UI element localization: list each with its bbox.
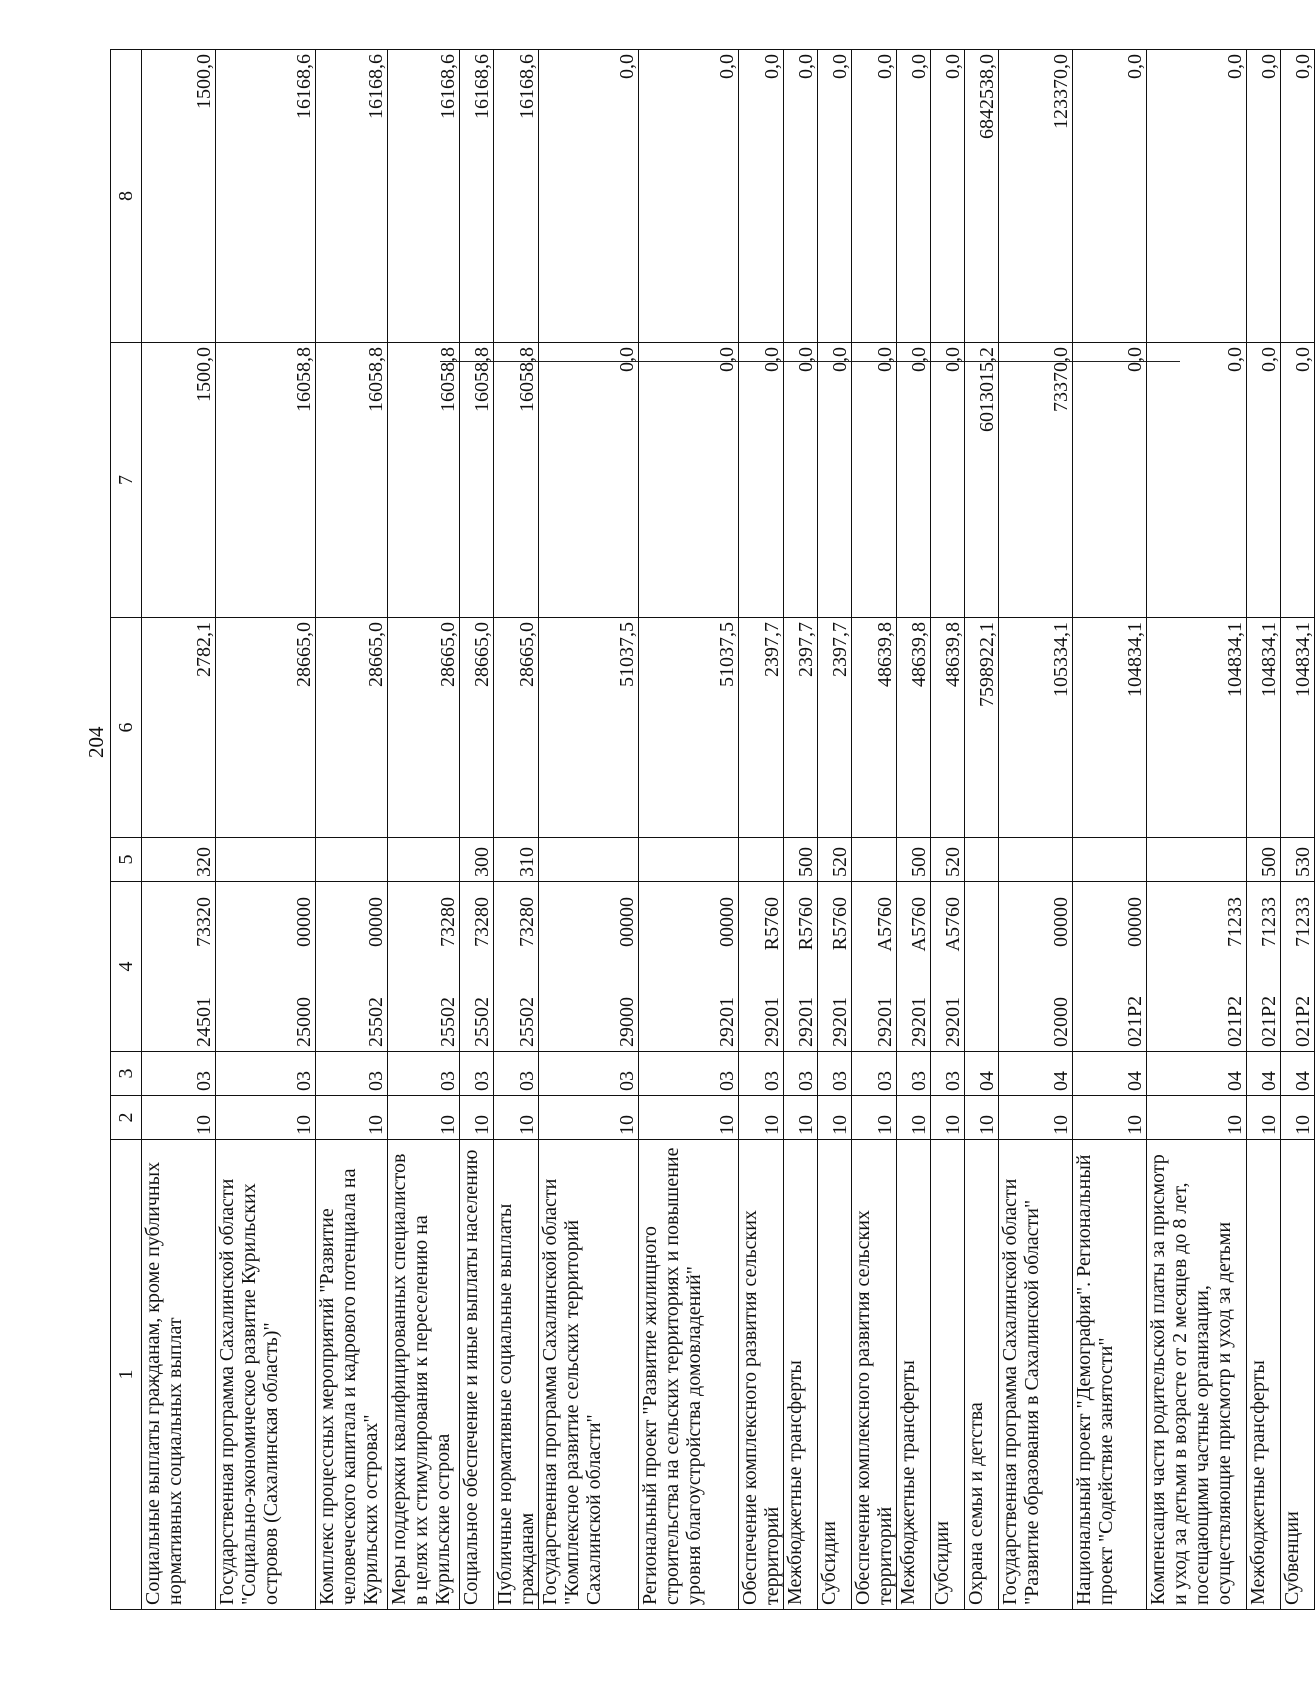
- table-row: [965, 50, 999, 1610]
- amount-col-7: 16058,8: [216, 343, 316, 618]
- expense-type-code: 520: [931, 838, 965, 882]
- direction-code: 00000: [1124, 897, 1146, 947]
- subsection-code: 04: [965, 1052, 999, 1096]
- col-header: 3: [111, 1052, 142, 1096]
- row-description: Субвенции: [1281, 1140, 1315, 1610]
- direction-code: 00000: [1050, 897, 1072, 947]
- col-header: 6: [111, 618, 142, 838]
- program-code: 021P2: [1124, 995, 1146, 1047]
- table-row: [1073, 50, 1147, 1610]
- subsection-code: 03: [784, 1052, 818, 1096]
- amount-col-7: 6013015,2: [965, 343, 999, 618]
- table-row: [852, 50, 897, 1610]
- amount-col-8: 0,0: [784, 50, 818, 343]
- expense-type-code: [1073, 838, 1147, 882]
- section-code: 10: [1247, 1096, 1281, 1140]
- row-description: Субсидии: [818, 1140, 852, 1610]
- amount-col-8: 0,0: [1247, 50, 1281, 343]
- subsection-code: 03: [818, 1052, 852, 1096]
- amount-col-7: 0,0: [539, 343, 639, 618]
- section-code: 10: [999, 1096, 1073, 1140]
- row-description: Обеспечение комплексного развития сельских территорий: [852, 1140, 897, 1610]
- row-description: Социальные выплаты гражданам, кроме публичных нормативных социальных выплат: [142, 1140, 216, 1610]
- table-row: [1247, 50, 1281, 1610]
- program-code: 021P2: [1292, 995, 1314, 1047]
- amount-col-8: 16168,6: [388, 50, 460, 343]
- col-header: 8: [111, 50, 142, 343]
- program-code: 25502: [365, 997, 387, 1047]
- amount-col-6: 51037,5: [539, 618, 639, 838]
- amount-col-7: 16058,8: [316, 343, 388, 618]
- subsection-code: 03: [639, 1052, 739, 1096]
- expense-type-code: [999, 838, 1073, 882]
- row-description: Государственная программа Сахалинской области "Развитие образования в Сахалинской области": [999, 1140, 1073, 1610]
- expense-type-code: 500: [1247, 838, 1281, 882]
- amount-col-7: 16058,8: [494, 343, 539, 618]
- table-row: [142, 50, 216, 1610]
- expense-type-code: 310: [494, 838, 539, 882]
- section-code: 10: [1073, 1096, 1147, 1140]
- expense-type-code: [852, 838, 897, 882]
- table-row: [784, 50, 818, 1610]
- subsection-code: 04: [1073, 1052, 1147, 1096]
- section-code: 10: [494, 1096, 539, 1140]
- program-code: 02000: [1050, 997, 1072, 1047]
- target-article-code: [539, 882, 639, 1052]
- expense-type-code: 520: [818, 838, 852, 882]
- subsection-code: 04: [1281, 1052, 1315, 1096]
- page-number: 204: [84, 726, 108, 758]
- expense-type-code: [739, 838, 784, 882]
- row-description: Государственная программа Сахалинской области "Социально-экономическое развитие Курильских островов (Сахалинская область)": [216, 1140, 316, 1610]
- target-article-code: [388, 882, 460, 1052]
- amount-col-6: 2397,7: [784, 618, 818, 838]
- direction-code: A5760: [942, 897, 964, 952]
- expense-type-code: 530: [1281, 838, 1315, 882]
- table-container: [110, 50, 1314, 1610]
- table-row: [818, 50, 852, 1610]
- section-code: 10: [739, 1096, 784, 1140]
- target-article-code: [897, 882, 931, 1052]
- amount-col-7: 0,0: [739, 343, 784, 618]
- table-row: [460, 50, 494, 1610]
- program-code: 29000: [616, 997, 638, 1047]
- table-row: [388, 50, 460, 1610]
- amount-col-7: 0,0: [852, 343, 897, 618]
- direction-code: 73280: [471, 897, 493, 947]
- amount-col-6: 28665,0: [216, 618, 316, 838]
- amount-col-6: 104834,1: [1073, 618, 1147, 838]
- section-code: 10: [539, 1096, 639, 1140]
- direction-code: A5760: [874, 897, 896, 952]
- subsection-code: 03: [316, 1052, 388, 1096]
- section-code: 10: [1281, 1096, 1315, 1140]
- section-code: 10: [639, 1096, 739, 1140]
- table-row: [216, 50, 316, 1610]
- amount-col-6: 2397,7: [818, 618, 852, 838]
- target-article-code: [784, 882, 818, 1052]
- col-header: 5: [111, 838, 142, 882]
- amount-col-6: 51037,5: [639, 618, 739, 838]
- program-code: 25502: [471, 997, 493, 1047]
- program-code: 25502: [437, 997, 459, 1047]
- expense-type-code: [388, 838, 460, 882]
- header-row: [111, 50, 142, 1610]
- expense-type-code: [539, 838, 639, 882]
- amount-col-8: 1500,0: [142, 50, 216, 343]
- subsection-code: 03: [388, 1052, 460, 1096]
- amount-col-8: 0,0: [931, 50, 965, 343]
- program-code: 25000: [293, 997, 315, 1047]
- section-code: 10: [784, 1096, 818, 1140]
- program-code: 24501: [193, 997, 215, 1047]
- col-header: 2: [111, 1096, 142, 1140]
- amount-col-8: 0,0: [1147, 50, 1247, 343]
- amount-col-8: 0,0: [1073, 50, 1147, 343]
- col-header: 7: [111, 343, 142, 618]
- table-row: [897, 50, 931, 1610]
- table-body: [142, 50, 1315, 1610]
- direction-code: 73320: [193, 897, 215, 947]
- direction-code: 00000: [365, 897, 387, 947]
- program-code: 29201: [942, 997, 964, 1047]
- subsection-code: 03: [539, 1052, 639, 1096]
- amount-col-6: 104834,1: [1281, 618, 1315, 838]
- program-code: 021P2: [1258, 995, 1280, 1047]
- direction-code: R5760: [795, 897, 817, 951]
- budget-table: [110, 49, 1315, 1610]
- target-article-code: [739, 882, 784, 1052]
- target-article-code: [965, 882, 999, 1052]
- program-code: 29201: [795, 997, 817, 1047]
- table-row: [1147, 50, 1247, 1610]
- section-code: 10: [460, 1096, 494, 1140]
- amount-col-6: 48639,8: [897, 618, 931, 838]
- amount-col-7: 73370,0: [999, 343, 1073, 618]
- subsection-code: 04: [1147, 1052, 1247, 1096]
- amount-col-8: 0,0: [1281, 50, 1315, 343]
- amount-col-7: 0,0: [1147, 343, 1247, 618]
- table-row: [316, 50, 388, 1610]
- target-article-code: [818, 882, 852, 1052]
- table-row: [539, 50, 639, 1610]
- row-description: Межбюджетные трансферты: [897, 1140, 931, 1610]
- subsection-code: 03: [931, 1052, 965, 1096]
- amount-col-6: 7598922,1: [965, 618, 999, 838]
- amount-col-7: 1500,0: [142, 343, 216, 618]
- target-article-code: [852, 882, 897, 1052]
- target-article-code: [1147, 882, 1247, 1052]
- amount-col-7: 16058,8: [388, 343, 460, 618]
- row-description: Охрана семьи и детства: [965, 1140, 999, 1610]
- subsection-code: 03: [739, 1052, 784, 1096]
- amount-col-8: 0,0: [639, 50, 739, 343]
- subsection-code: 03: [897, 1052, 931, 1096]
- amount-col-7: 0,0: [931, 343, 965, 618]
- amount-col-7: 0,0: [1073, 343, 1147, 618]
- section-code: 10: [897, 1096, 931, 1140]
- amount-col-7: 16058,8: [460, 343, 494, 618]
- expense-type-code: 500: [897, 838, 931, 882]
- subsection-code: 03: [216, 1052, 316, 1096]
- amount-col-8: 0,0: [818, 50, 852, 343]
- table-row: [931, 50, 965, 1610]
- row-description: Обеспечение комплексного развития сельских территорий: [739, 1140, 784, 1610]
- direction-code: 00000: [616, 897, 638, 947]
- expense-type-code: 300: [460, 838, 494, 882]
- section-code: 10: [818, 1096, 852, 1140]
- direction-code: 71233: [1258, 897, 1280, 947]
- subsection-code: 04: [1247, 1052, 1281, 1096]
- col-header: 4: [111, 882, 142, 1052]
- col-header: 1: [111, 1140, 142, 1610]
- subsection-code: 03: [460, 1052, 494, 1096]
- row-description: Меры поддержки квалифицированных специалистов в целях их стимулирования к переселению на Курильские острова: [388, 1140, 460, 1610]
- amount-col-7: 0,0: [818, 343, 852, 618]
- table-row: [494, 50, 539, 1610]
- table-row: [1281, 50, 1315, 1610]
- section-code: 10: [965, 1096, 999, 1140]
- direction-code: R5760: [829, 897, 851, 951]
- row-description: Межбюджетные трансферты: [1247, 1140, 1281, 1610]
- amount-col-7: 0,0: [1281, 343, 1315, 618]
- target-article-code: [1281, 882, 1315, 1052]
- direction-code: 00000: [716, 897, 738, 947]
- target-article-code: [216, 882, 316, 1052]
- amount-col-6: 104834,1: [1147, 618, 1247, 838]
- amount-col-7: 0,0: [784, 343, 818, 618]
- target-article-code: [639, 882, 739, 1052]
- program-code: 29201: [716, 997, 738, 1047]
- amount-col-8: 16168,6: [494, 50, 539, 343]
- section-code: 10: [852, 1096, 897, 1140]
- row-description: Межбюджетные трансферты: [784, 1140, 818, 1610]
- direction-code: R5760: [761, 897, 783, 951]
- expense-type-code: [1147, 838, 1247, 882]
- table-row: [999, 50, 1073, 1610]
- program-code: 29201: [874, 997, 896, 1047]
- program-code: 29201: [908, 997, 930, 1047]
- expense-type-code: [316, 838, 388, 882]
- row-description: Государственная программа Сахалинской области "Комплексное развитие сельских территорий Сахалинской области": [539, 1140, 639, 1610]
- amount-col-8: 0,0: [897, 50, 931, 343]
- expense-type-code: [216, 838, 316, 882]
- direction-code: A5760: [908, 897, 930, 952]
- row-description: Комплекс процессных мероприятий "Развитие человеческого капитала и кадрового потенциала на Курильских островах": [316, 1140, 388, 1610]
- expense-type-code: 320: [142, 838, 216, 882]
- row-description: Публичные нормативные социальные выплаты гражданам: [494, 1140, 539, 1610]
- program-code: 29201: [829, 997, 851, 1047]
- target-article-code: [999, 882, 1073, 1052]
- direction-code: 71233: [1292, 897, 1314, 947]
- row-description: Региональный проект "Развитие жилищного строительства на сельских территориях и повышение уровня благоустройства домовладений": [639, 1140, 739, 1610]
- expense-type-code: [965, 838, 999, 882]
- amount-col-6: 2782,1: [142, 618, 216, 838]
- row-description: Социальное обеспечение и иные выплаты населению: [460, 1140, 494, 1610]
- table-row: [639, 50, 739, 1610]
- section-code: 10: [316, 1096, 388, 1140]
- target-article-code: [316, 882, 388, 1052]
- amount-col-8: 0,0: [852, 50, 897, 343]
- amount-col-6: 28665,0: [460, 618, 494, 838]
- program-code: 29201: [761, 997, 783, 1047]
- expense-type-code: 500: [784, 838, 818, 882]
- amount-col-8: 0,0: [739, 50, 784, 343]
- table-row: [739, 50, 784, 1610]
- amount-col-8: 123370,0: [999, 50, 1073, 343]
- expense-type-code: [639, 838, 739, 882]
- direction-code: 71233: [1224, 897, 1246, 947]
- row-description: Субсидии: [931, 1140, 965, 1610]
- amount-col-7: 0,0: [897, 343, 931, 618]
- amount-col-6: 28665,0: [388, 618, 460, 838]
- amount-col-7: 0,0: [639, 343, 739, 618]
- target-article-code: [142, 882, 216, 1052]
- amount-col-6: 28665,0: [494, 618, 539, 838]
- amount-col-6: 48639,8: [852, 618, 897, 838]
- direction-code: 73280: [516, 897, 538, 947]
- amount-col-6: 48639,8: [931, 618, 965, 838]
- program-code: 021P2: [1224, 995, 1246, 1047]
- program-code: 25502: [516, 997, 538, 1047]
- subsection-code: 03: [142, 1052, 216, 1096]
- amount-col-8: 0,0: [539, 50, 639, 343]
- section-code: 10: [1147, 1096, 1247, 1140]
- row-description: Компенсация части родительской платы за присмотр и уход за детьми в возрасте от 2 месяцев до 8 лет, посещающими частные организации, осуществляющие присмотр и уход за детьми: [1147, 1140, 1247, 1610]
- amount-col-8: 16168,6: [216, 50, 316, 343]
- target-article-code: [1073, 882, 1147, 1052]
- subsection-code: 04: [999, 1052, 1073, 1096]
- amount-col-6: 28665,0: [316, 618, 388, 838]
- amount-col-8: 6842538,0: [965, 50, 999, 343]
- amount-col-6: 2397,7: [739, 618, 784, 838]
- section-code: 10: [216, 1096, 316, 1140]
- amount-col-8: 16168,6: [460, 50, 494, 343]
- amount-col-6: 105334,1: [999, 618, 1073, 838]
- target-article-code: [931, 882, 965, 1052]
- amount-col-6: 104834,1: [1247, 618, 1281, 838]
- row-description: Национальный проект "Демография". Региональный проект "Содействие занятости": [1073, 1140, 1147, 1610]
- amount-col-7: 0,0: [1247, 343, 1281, 618]
- section-code: 10: [142, 1096, 216, 1140]
- target-article-code: [494, 882, 539, 1052]
- section-code: 10: [388, 1096, 460, 1140]
- direction-code: 73280: [437, 897, 459, 947]
- subsection-code: 03: [852, 1052, 897, 1096]
- subsection-code: 03: [494, 1052, 539, 1096]
- target-article-code: [1247, 882, 1281, 1052]
- amount-col-8: 16168,6: [316, 50, 388, 343]
- direction-code: 00000: [293, 897, 315, 947]
- section-code: 10: [931, 1096, 965, 1140]
- target-article-code: [460, 882, 494, 1052]
